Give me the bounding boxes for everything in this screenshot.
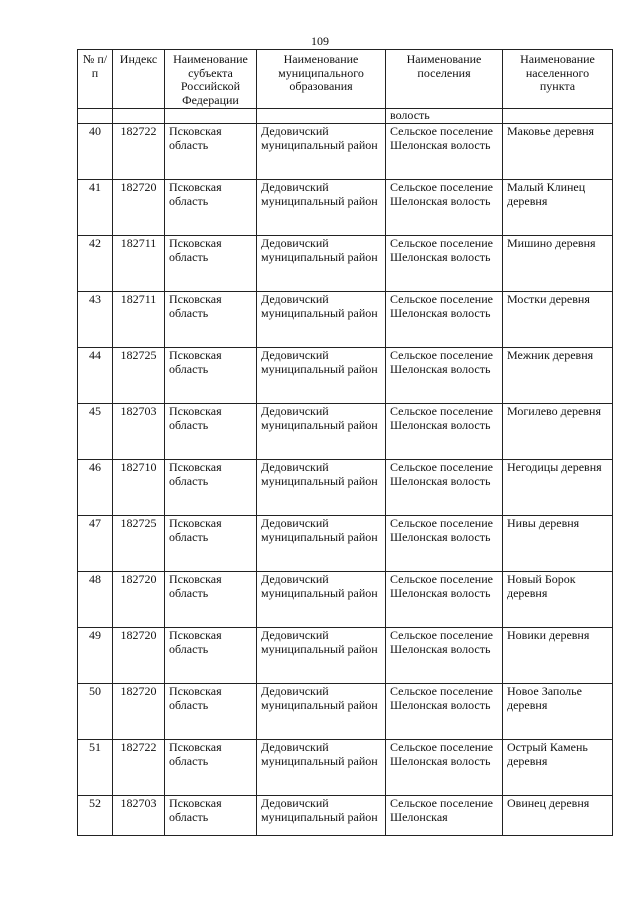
header-row-number: № п/п [78, 50, 113, 109]
municipality-cell: Дедовичский муниципальный район [257, 348, 386, 404]
index-cell: 182722 [113, 740, 165, 796]
header-settlement: Наименование поселения [386, 50, 503, 109]
settlement-cell: Сельское поселение Шелонская [386, 796, 503, 836]
municipality-cell: Дедовичский муниципальный район [257, 516, 386, 572]
row-number-cell: 46 [78, 460, 113, 516]
subject-cell: Псковская область [165, 124, 257, 180]
subject-cell: Псковская область [165, 460, 257, 516]
table-row [78, 348, 613, 404]
table-row [78, 292, 613, 348]
row-number-cell: 51 [78, 740, 113, 796]
table-row [78, 516, 613, 572]
settlement-cell: Сельское поселение Шелонская волость [386, 124, 503, 180]
index-cell: 182710 [113, 460, 165, 516]
header-index: Индекс [113, 50, 165, 109]
index-cell: 182720 [113, 572, 165, 628]
table-row [78, 684, 613, 740]
settlement-cell: Сельское поселение Шелонская волость [386, 404, 503, 460]
subject-cell: Псковская область [165, 572, 257, 628]
municipality-cell: Дедовичский муниципальный район [257, 628, 386, 684]
settlement-cell: Сельское поселение Шелонская волость [386, 180, 503, 236]
municipality-cell: Дедовичский муниципальный район [257, 684, 386, 740]
index-cell: 182703 [113, 796, 165, 836]
subject-cell: Псковская область [165, 348, 257, 404]
index-cell: 182722 [113, 124, 165, 180]
municipality-cell: Дедовичский муниципальный район [257, 180, 386, 236]
table-cell [78, 109, 113, 124]
subject-cell: Псковская область [165, 628, 257, 684]
subject-cell: Псковская область [165, 796, 257, 836]
index-cell: 182711 [113, 236, 165, 292]
row-number-cell: 48 [78, 572, 113, 628]
table-row [78, 180, 613, 236]
municipality-cell: Дедовичский муниципальный район [257, 796, 386, 836]
locality-cell: Новое Заполье деревня [503, 684, 613, 740]
row-number-cell: 42 [78, 236, 113, 292]
municipality-cell: Дедовичский муниципальный район [257, 236, 386, 292]
page-number: 109 [311, 34, 329, 48]
row-number-cell: 52 [78, 796, 113, 836]
municipality-cell: Дедовичский муниципальный район [257, 740, 386, 796]
table-row [78, 796, 613, 836]
settlement-cell: Сельское поселение Шелонская волость [386, 292, 503, 348]
row-number-cell: 49 [78, 628, 113, 684]
locality-cell: Мишино деревня [503, 236, 613, 292]
locality-cell: Негодицы деревня [503, 460, 613, 516]
table-cell [113, 109, 165, 124]
table-cell: волость [386, 109, 503, 124]
locality-cell: Могилево деревня [503, 404, 613, 460]
table-cell [165, 109, 257, 124]
settlement-cell: Сельское поселение Шелонская волость [386, 740, 503, 796]
locality-cell: Нивы деревня [503, 516, 613, 572]
table-row [78, 572, 613, 628]
index-cell: 182720 [113, 684, 165, 740]
table-row [78, 124, 613, 180]
municipality-cell: Дедовичский муниципальный район [257, 404, 386, 460]
index-cell: 182725 [113, 348, 165, 404]
table-cell [503, 109, 613, 124]
subject-cell: Псковская область [165, 740, 257, 796]
locality-cell: Острый Камень деревня [503, 740, 613, 796]
municipality-cell: Дедовичский муниципальный район [257, 572, 386, 628]
locality-cell: Малый Клинец деревня [503, 180, 613, 236]
subject-cell: Псковская область [165, 292, 257, 348]
index-cell: 182725 [113, 516, 165, 572]
row-number-cell: 41 [78, 180, 113, 236]
municipality-cell: Дедовичский муниципальный район [257, 124, 386, 180]
header-subject: Наименование субъекта Российской Федерации [165, 50, 257, 109]
settlement-cell: Сельское поселение Шелонская волость [386, 460, 503, 516]
settlement-cell: Сельское поселение Шелонская волость [386, 684, 503, 740]
index-cell: 182703 [113, 404, 165, 460]
table-row [78, 460, 613, 516]
row-number-cell: 50 [78, 684, 113, 740]
settlement-cell: Сельское поселение Шелонская волость [386, 236, 503, 292]
header-municipality: Наименование муниципального образования [257, 50, 386, 109]
row-number-cell: 45 [78, 404, 113, 460]
table-header-row [78, 50, 613, 109]
locality-cell: Межник деревня [503, 348, 613, 404]
table-row [78, 628, 613, 684]
settlement-cell: Сельское поселение Шелонская волость [386, 572, 503, 628]
settlements-table [77, 49, 613, 836]
subject-cell: Псковская область [165, 236, 257, 292]
table-row [78, 236, 613, 292]
subject-cell: Псковская область [165, 684, 257, 740]
locality-cell: Мостки деревня [503, 292, 613, 348]
table-row [78, 740, 613, 796]
locality-cell: Маковье деревня [503, 124, 613, 180]
settlement-cell: Сельское поселение Шелонская волость [386, 516, 503, 572]
subject-cell: Псковская область [165, 404, 257, 460]
row-number-cell: 44 [78, 348, 113, 404]
locality-cell: Новый Борок деревня [503, 572, 613, 628]
index-cell: 182711 [113, 292, 165, 348]
index-cell: 182720 [113, 628, 165, 684]
settlement-cell: Сельское поселение Шелонская волость [386, 628, 503, 684]
row-number-cell: 43 [78, 292, 113, 348]
table-row-continuation [78, 109, 613, 124]
table-row [78, 404, 613, 460]
row-number-cell: 47 [78, 516, 113, 572]
table-cell [257, 109, 386, 124]
locality-cell: Овинец деревня [503, 796, 613, 836]
municipality-cell: Дедовичский муниципальный район [257, 460, 386, 516]
header-locality: Наименование населенного пункта [503, 50, 613, 109]
index-cell: 182720 [113, 180, 165, 236]
locality-cell: Новики деревня [503, 628, 613, 684]
municipality-cell: Дедовичский муниципальный район [257, 292, 386, 348]
row-number-cell: 40 [78, 124, 113, 180]
subject-cell: Псковская область [165, 180, 257, 236]
settlement-cell: Сельское поселение Шелонская волость [386, 348, 503, 404]
subject-cell: Псковская область [165, 516, 257, 572]
